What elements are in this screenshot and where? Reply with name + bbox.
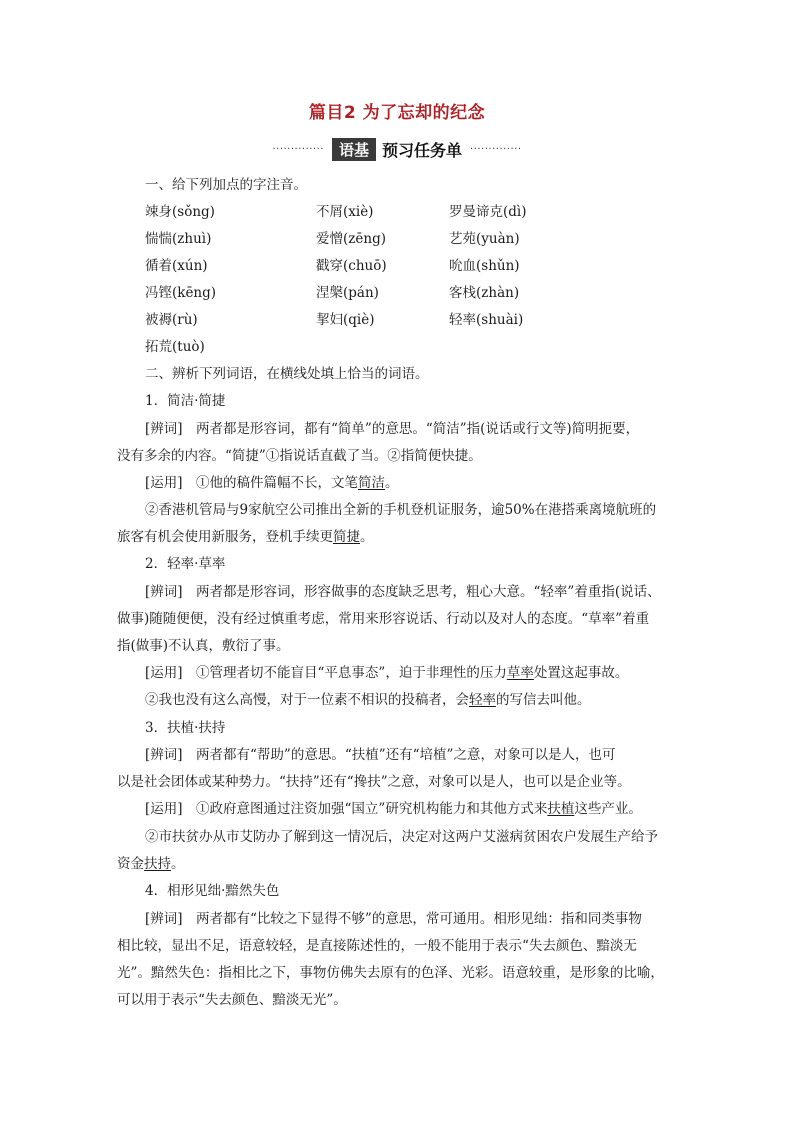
yunyong-text	[117, 855, 185, 873]
pinyin-item: 拓荒(tuò)	[145, 339, 205, 355]
yunyong-suffix: 的写信去叫他。	[496, 692, 591, 708]
bianci-text: 指(做事)不认真，敷衍了事。	[117, 638, 290, 654]
pinyin-item: 艺苑(yuàn)	[449, 231, 520, 247]
banner-dots-left: ··············	[272, 143, 324, 155]
answer-word: 扶植	[547, 801, 575, 817]
pinyin-item: 客栈(zhàn)	[449, 285, 520, 301]
pinyin-item: 挈妇(qiè)	[316, 312, 375, 328]
pinyin-item: 循着(xún)	[145, 258, 208, 274]
yunyong-suffix: 这些产业。	[574, 801, 642, 817]
yunyong-prefix: 旅客有机会使用新服务，登机手续更	[117, 529, 333, 545]
yunyong-prefix: [运用] ①他的稿件篇幅不长，文笔	[145, 475, 359, 491]
pinyin-item: 惴惴(zhuì)	[145, 231, 212, 247]
section2-heading: 二、辨析下列词语，在横线处填上恰当的词语。	[145, 366, 429, 382]
pinyin-item: 涅槃(pán)	[316, 285, 379, 301]
pinyin-item: 罗曼谛克(dì)	[449, 204, 527, 220]
yunyong-prefix: 资金	[117, 856, 144, 872]
pinyin-item: 冯铿(kēng)	[145, 285, 217, 301]
bianci-text: 以是社会团体或某种势力。“扶持”还有“搀扶”之意，对象可以是人，也可以是企业等。	[117, 774, 631, 790]
section-banner	[0, 138, 794, 160]
bianci-text: 做事)随随便便，没有经过慎重考虑，常用来形容说话、行动以及对人的态度。“草率”着重	[117, 611, 650, 627]
yunyong-text: ②市扶贫办从市艾防办了解到这一情况后，决定对这两户艾滋病贫困农户发展生产给予	[145, 829, 658, 845]
yunyong-suffix: 。	[385, 475, 399, 491]
yunyong-text	[117, 528, 374, 546]
yunyong-suffix: 。	[360, 529, 374, 545]
answer-word: 简洁	[358, 475, 386, 491]
pinyin-item: 爱憎(zēng)	[316, 231, 386, 247]
bianci-text: 没有多余的内容。“简捷”①指说话直截了当。②指简便快捷。	[117, 448, 482, 464]
yunyong-prefix: [运用] ①政府意图通过注资加强“国立”研究机构能力和其他方式来	[145, 801, 548, 817]
bianci-text: [辨词] 两者都有“比较之下显得不够”的意思，常可通用。相形见绌：指和同类事物	[145, 911, 642, 927]
yunyong-text	[145, 800, 642, 818]
item-title: 4．相形见绌·黯然失色	[145, 883, 280, 899]
answer-word: 简捷	[333, 529, 360, 545]
banner-badge: 语基	[332, 138, 376, 161]
answer-word: 轻率	[469, 692, 496, 708]
bianci-text: 相比较，显出不足，语意较轻，是直接陈述性的，一般不能用于表示“失去颜色、黯淡无	[117, 938, 637, 954]
yunyong-text: ②香港机管局与9家航空公司推出全新的手机登机证服务，逾50%在港搭乘离境航班的	[145, 502, 657, 518]
pinyin-item: 戳穿(chuō)	[316, 258, 387, 274]
item-title: 1．简洁·简捷	[145, 393, 226, 409]
bianci-text: 光”。黯然失色：指相比之下，事物仿佛失去原有的色泽、光彩。语意较重，是形象的比喻，	[117, 965, 664, 981]
banner-title: 预习任务单	[382, 140, 463, 160]
yunyong-prefix: [运用] ①管理者切不能盲目“平息事态”，迫于非理性的压力	[145, 665, 507, 681]
pinyin-item: 竦身(sǒng)	[145, 204, 215, 220]
yunyong-text	[145, 691, 591, 709]
yunyong-text	[145, 474, 399, 492]
bianci-text: [辨词] 两者都有“帮助”的意思。“扶植”还有“培植”之意，对象可以是人，也可	[145, 747, 616, 763]
item-title: 3．扶植·扶持	[145, 720, 226, 736]
yunyong-suffix: 处置这起事故。	[533, 665, 629, 681]
yunyong-suffix: 。	[171, 856, 185, 872]
bianci-text: [辨词] 两者都是形容词，形容做事的态度缺乏思考，粗心大意。“轻率”着重指(说话、	[145, 584, 661, 600]
banner-dots-right: ··············	[470, 143, 522, 155]
page-title: 篇目2 为了忘却的纪念	[308, 103, 486, 123]
pinyin-item: 吮血(shǔn)	[449, 258, 520, 274]
answer-word: 草率	[506, 665, 534, 681]
yunyong-text	[145, 664, 628, 682]
pinyin-item: 不屑(xiè)	[316, 204, 374, 220]
item-title: 2．轻率·草率	[145, 556, 226, 572]
pinyin-item: 被褥(rù)	[145, 312, 198, 328]
answer-word: 扶持	[144, 856, 171, 872]
bianci-text: 可以用于表示“失去颜色、黯淡无光”。	[117, 992, 347, 1008]
bianci-text: [辨词] 两者都是形容词，都有“简单”的意思。“简洁”指(说话或行文等)简明扼要，	[145, 421, 640, 437]
yunyong-prefix: ②我也没有这么高慢，对于一位素不相识的投稿者，会	[145, 692, 469, 708]
pinyin-item: 轻率(shuài)	[449, 312, 524, 328]
section1-heading: 一、给下列加点的字注音。	[145, 177, 307, 193]
